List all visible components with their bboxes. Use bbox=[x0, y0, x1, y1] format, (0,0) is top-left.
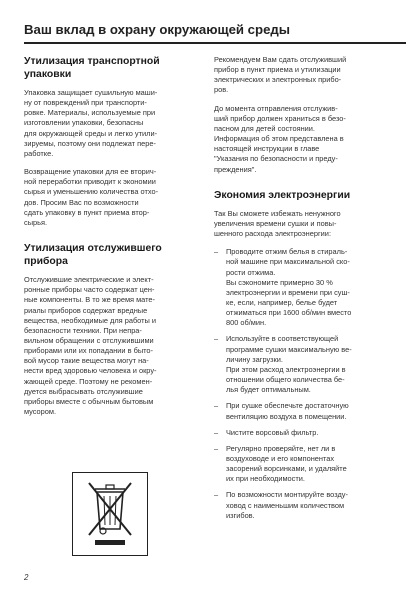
list-item: – Чистите ворсовый фильтр. bbox=[214, 427, 319, 437]
heading-old-appliance-disposal: Утилизация отслужившего прибора bbox=[24, 243, 162, 268]
list-item: – Используйте в соответствующей программе сушки максимальную ве- личину загрузки. При этом расход электроэнергии в отношении общего количества бе- лья будет оптимальным. bbox=[214, 334, 352, 395]
packaging-paragraph-2: Возвращение упаковки для ее вторич- ной переработки приводит к экономии сырья и уменьшению количества отхо- дов. Просим Вас по возможности сдать упаковку в пункт приема втор- сырья. bbox=[24, 167, 159, 227]
title-rule bbox=[24, 42, 406, 44]
list-item: – Проводите отжим белья в стираль- ной машине при максимальной ско- рости отжима. Вы сэкономите примерно 30 % электроэнергии и времени при суш- ке, если, например, белье будет отжиматься при 1600 об/мин вместо 800 об/мин. bbox=[214, 247, 352, 328]
right-column bbox=[214, 55, 395, 527]
storage-paragraph: До момента отправления отслужив- ший прибор должен храниться в безо- пасном для детей состоянии. Информация об этом представлена в настоящей инструкции в главе "Указания по безопасности и преду- преждения". bbox=[214, 103, 346, 174]
page-title: Ваш вклад в охрану окружающей среды bbox=[24, 22, 291, 37]
old-appliance-paragraph: Отслужившие электрические и элект- ронные приборы часто содержат цен- ные компоненты. В то же время мате- риалы приборов содержат вредные вещества, необходимые для работы и безопасности техники. При непра- вильном обращении с отслужившими приборами или их попадании в быто- вой мусор такие вещества могут на- нести вред здоровью человека и окру- жающей среде. Поэтому не рекомен- дуется выбрасывать отслужившие приборы вместе с обычным бытовым мусором. bbox=[24, 275, 157, 417]
list-item: – По возможности монтируйте возду- ховод с наименьшим количеством изгибов. bbox=[214, 490, 348, 520]
energy-intro-paragraph: Так Вы сможете избежать ненужного увеличения времени сушки и повы- шенного расхода электроэнергии: bbox=[214, 208, 341, 239]
heading-packaging-disposal: Утилизация транспортной упаковки bbox=[24, 56, 160, 80]
recommend-paragraph: Рекомендуем Вам сдать отслуживший прибор в пункт приема и утилизации электрических и электронных прибо- ров. bbox=[214, 55, 347, 95]
left-column bbox=[24, 55, 205, 425]
packaging-paragraph-1: Упаковка защищает сушильную маши- ну от повреждений при транспорти- ровке. Материалы, используемые при изготовлении упаковки, безопасны для окружающей среды и легко утили- зируемы, поэтому они подлежат пере- работке. bbox=[24, 88, 158, 158]
weee-bin-icon bbox=[72, 472, 148, 556]
list-item: – При сушке обеспечьте достаточную вентиляцию воздуха в помещении. bbox=[214, 401, 349, 421]
heading-energy-saving: Экономия электроэнергии bbox=[214, 189, 351, 201]
page-number: 2 bbox=[24, 573, 29, 582]
list-item: – Регулярно проверяйте, нет ли в воздуховоде и его компонентах засорений ворсинками, и удаляйте их при необходимости. bbox=[214, 443, 347, 484]
energy-tips-list bbox=[214, 247, 395, 521]
